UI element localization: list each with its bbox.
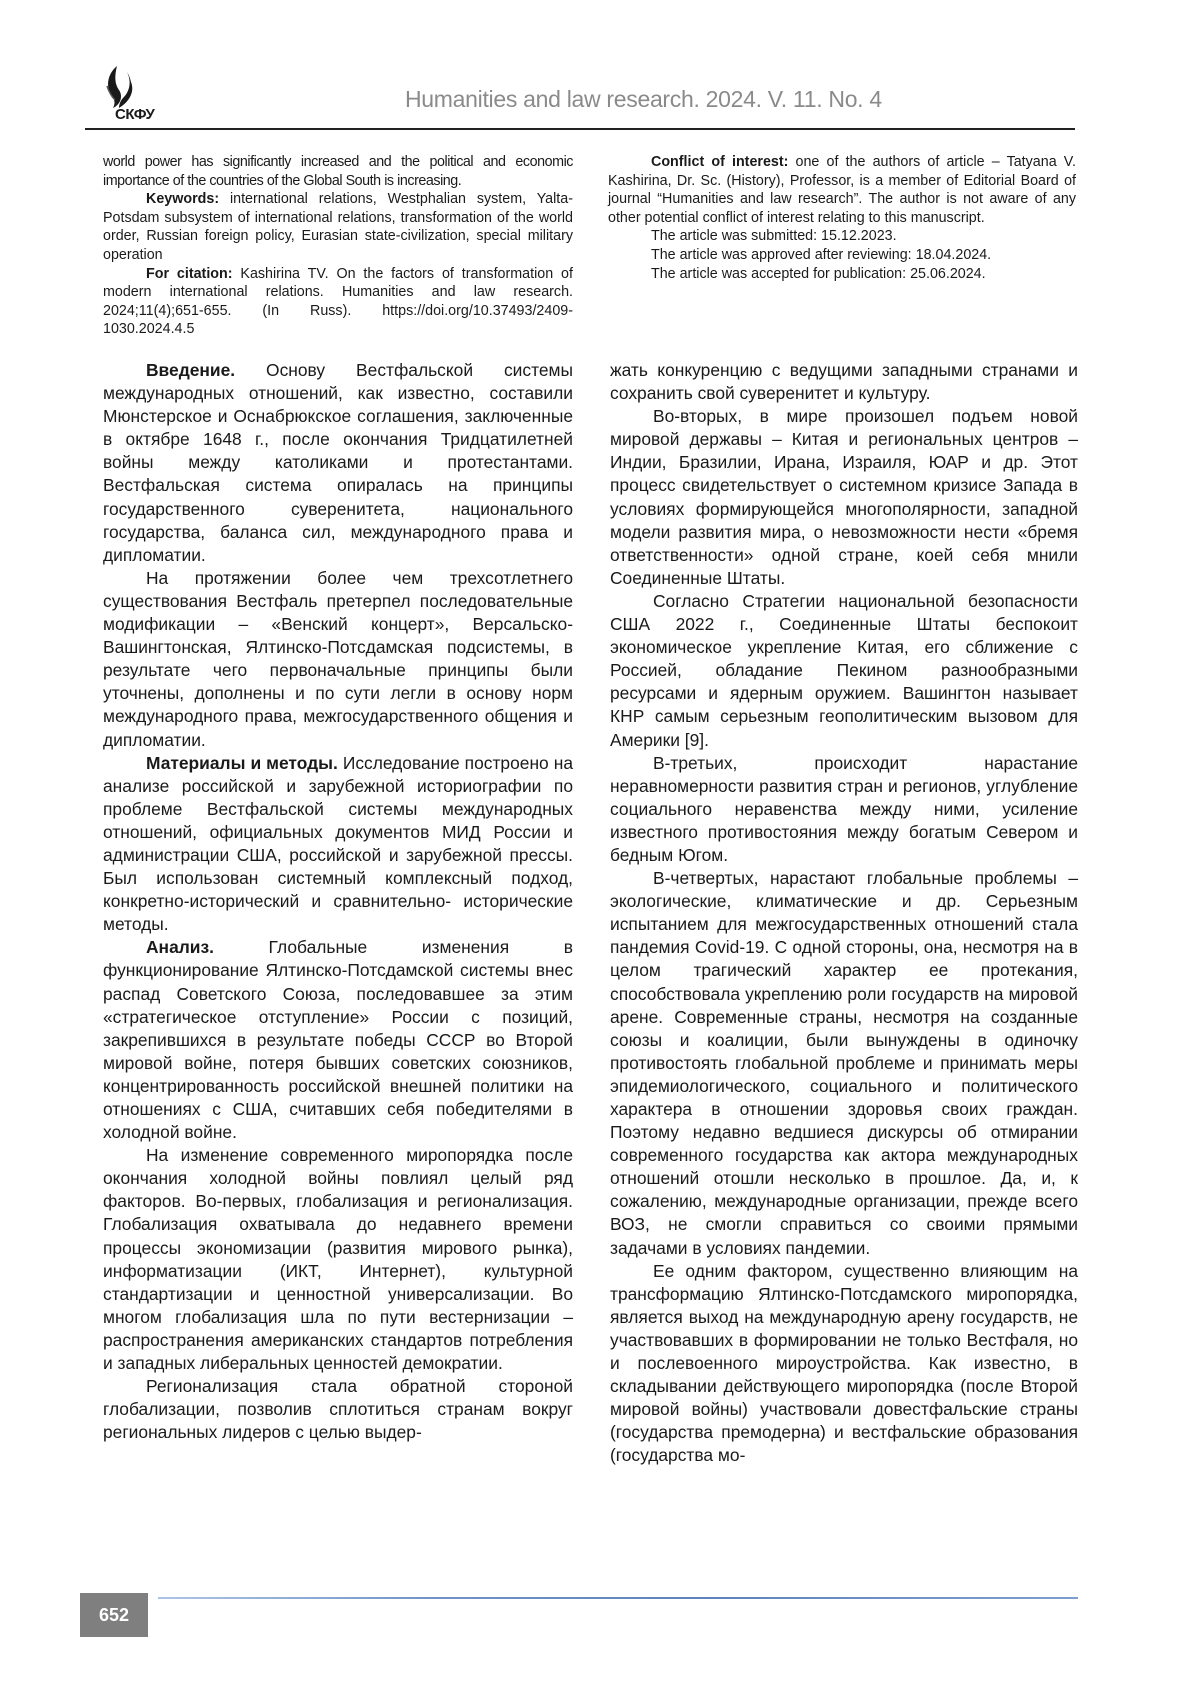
keywords-label: Keywords: <box>146 191 220 208</box>
header-divider <box>85 128 1075 130</box>
paragraph-text: Глобальные изменения в функционирование Ялтинско-Потсдамской системы внес распад Советского Союза, последовавшее за этим «стратегическое отступление» России с позиций, закрепившихся в результате победы СССР во Второй мировой войне, потеря бывших советских союзников, концентрированность российской внешней политики на отношениях с США, считавших себя победителями в холодной войне. <box>103 937 573 1143</box>
page-header <box>95 64 1085 132</box>
section-heading-introduction: Введение. <box>146 360 236 380</box>
paragraph: Ее одним фактором, существенно влияющим на трансформацию Ялтинско-Потсдамского миропорядка, является выход на международную арену государств, не участвовавших в формировании не только Вестфаля, но и послевоенного мироустройства. Как известно, в складывании действующего миропорядка (после Второй мировой войны) участвовали довестфальские страны (государства премодерна) и вестфальские образования (государства мо- <box>610 1260 1078 1466</box>
paragraph-continued: жать конкуренцию с ведущими западными странами и сохранить свой суверенитет и культуру. <box>610 360 1078 404</box>
conflict-text: one of the authors of article – Tatyana V. Kashirina, Dr. Sc. (History), Professor, is a member of Editorial Board of journal “Humanities and law research”. The author is not aware of any other potential conflict of interest relating to this manuscript. <box>608 154 1076 226</box>
paragraph: Во-вторых, в мире произошел подъем новой мировой державы – Китая и региональных центров – Индии, Бразилии, Ирана, Израиля, ЮАР и др. Этот процесс свидетельствует о системном кризисе Запада в условиях формирующейся многополярности, западной модели развития мира, о невозможности нести «бремя ответственности» одной стране, коей себя мнили Соединенные Штаты. <box>610 406 1078 588</box>
date-approved: The article was approved after reviewing: 18.04.2024. <box>651 246 992 263</box>
paragraph-text: Основу Вестфальской системы международных отношений, как известно, составили Мюнстерское и Оснабрюкское соглашения, заключенные в октябре 1648 г., после окончания Тридцатилетней войны между католиками и протестантами. Вестфальская система опиралась на принципы государственного суверенитета, национального государства, баланса сил, международного права и дипломатии. <box>103 360 573 565</box>
conflict-of-interest <box>608 153 1076 227</box>
paragraph-analysis <box>103 936 573 1144</box>
metadata-left-column <box>103 153 573 339</box>
keywords <box>103 190 573 264</box>
body-left-column <box>103 359 573 1444</box>
section-heading-methods: Материалы и методы. <box>146 752 338 773</box>
page-number: 652 <box>80 1593 148 1637</box>
citation-label: For citation: <box>146 265 233 282</box>
section-heading-analysis: Анализ. <box>146 937 214 958</box>
citation-text: Kashirina TV. On the factors of transformation of modern international relations. Humanities and law research. 2024;11(4);651-655. (In Russ). https://doi.org/10.37493/2409-1030.2024.4.5 <box>103 265 573 338</box>
university-logo <box>101 64 181 126</box>
date-accepted: The article was accepted for publication: 25.06.2024. <box>651 265 986 282</box>
body-right-column <box>610 359 1078 1468</box>
citation <box>103 265 573 339</box>
abstract-tail: world power has significantly increased and the political and economic importance of the countries of the Global South is increasing. <box>103 154 573 189</box>
date-submitted: The article was submitted: 15.12.2023. <box>651 228 897 245</box>
paragraph: В-четвертых, нарастают глобальные проблемы – экологические, климатические и др. Серьезным испытанием для межгосударственных отношений стала пандемия Covid-19. С одной стороны, она, несмотря на в целом трагический характер ее протекания, способствовала укреплению роли государств на мировой арене. Современные страны, несмотря на созданные союзы и коалиции, были вынуждены в одиночку противостоять глобальной проблеме и принимать меры эпидемиологического, социального и политического характера в отношении здоровья своих граждан. Поэтому недавно ведшиеся дискурсы об отмирании современного государства как актора международных отношений отошли несколько в прошлое. Да, и, к сожалению, международные организации, прежде всего ВОЗ, не смогли справиться со своими прямыми задачами в условиях пандемии. <box>610 868 1078 1258</box>
keywords-text: international relations, Westphalian system, Yalta-Potsdam subsystem of international relations, transformation of the world order, Russian foreign policy, Eurasian state-civilization, special military operation <box>103 191 573 263</box>
paragraph: На протяжении более чем трехсотлетнего существования Вестфаль претерпел последовательные модификации – «Венский концерт», Версальско-Вашингтонская, Ялтинско-Потсдамская подсистемы, в результате чего первоначальные принципы были уточнены, дополнены и по сути легли в основу норм международного права, межгосударственного общения и дипломатии. <box>103 567 573 750</box>
paragraph: На изменение современного миропорядка после окончания холодной войны повлиял целый ряд факторов. Во-первых, глобализация и регионализация. Глобализация охватывала до недавнего времени процессы экономизации (развития мирового рынка), информатизации (ИКТ, Интернет), культурной стандартизации и ценностной универсализации. Во многом глобализация шла по пути вестернизации – распространения американских стандартов потребления и западных либеральных ценностей демократии. <box>103 1145 573 1374</box>
paragraph-methods <box>103 752 573 937</box>
paragraph-introduction <box>103 359 573 567</box>
metadata-right-column <box>608 153 1076 283</box>
paragraph: В-третьих, происходит нарастание неравномерности развития стран и регионов, углубление социального неравенства между ними, усиление известного противостояния между богатым Севером и бедным Югом. <box>610 752 1078 865</box>
logo-text: СКФУ <box>115 106 155 123</box>
paragraph: Регионализация стала обратной стороной глобализации, позволив сплотиться странам вокруг региональных лидеров с целью выдер- <box>103 1376 573 1443</box>
paragraph: Согласно Стратегии национальной безопасности США 2022 г., Соединенные Штаты беспокоит экономическое укрепление Китая, его сближение с Россией, обладание Пекином разнообразными ресурсами и ядерным оружием. Вашингтон называет КНР самым серьезным геополитическим вызовом для Америки [9]. <box>610 590 1078 750</box>
conflict-label: Conflict of interest: <box>651 154 789 170</box>
footer-divider <box>158 1597 1078 1599</box>
paragraph-text: Исследование построено на анализе российской и зарубежной историографии по проблеме Вестфальской системы международных отношений, официальных документов МИД России и администрации США, российской и зарубежной прессы. Был использован системный комплексный подход, конкретно-исторический и сравнительно- исторические методы. <box>103 752 573 935</box>
flame-wing-icon <box>101 64 141 110</box>
journal-title: Humanities and law research. 2024. V. 11. No. 4 <box>405 86 882 112</box>
